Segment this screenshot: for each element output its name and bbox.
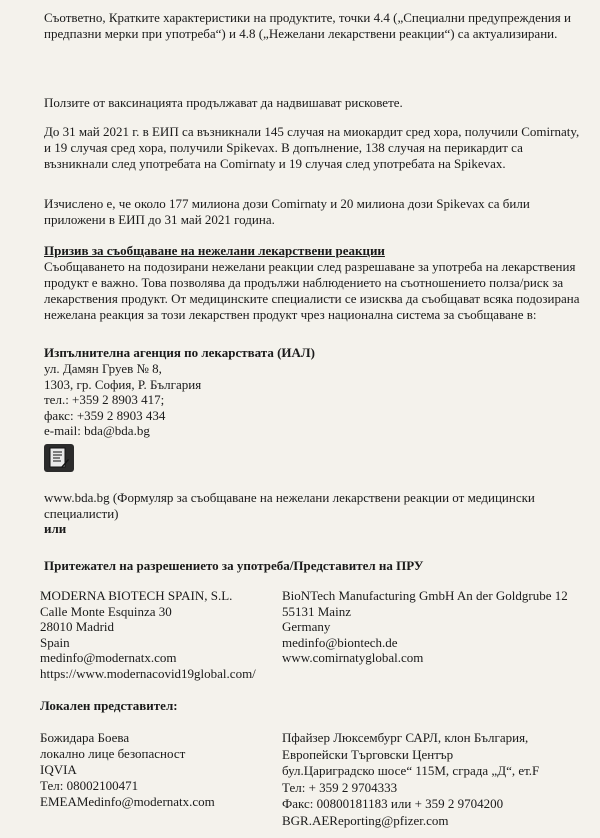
agency-street: ул. Дамян Груев № 8,: [44, 361, 162, 376]
local-moderna-role: локално лице безопасност: [40, 746, 186, 761]
moderna-email[interactable]: medinfo@modernatx.com: [40, 650, 177, 665]
local-heading: Локален представител:: [40, 698, 178, 713]
biontech-website[interactable]: www.comirnatyglobal.com: [282, 650, 424, 665]
agency-address: [44, 361, 201, 439]
agency-web[interactable]: www.bda.bg (Формуляр за съобщаване на нежелани лекарствени реакции от медицински специалисти): [44, 490, 535, 521]
local-moderna-person: Божидара Боева: [40, 730, 130, 745]
agency-fax: факс: +359 2 8903 434: [44, 407, 166, 423]
moderna-country: Spain: [40, 634, 70, 650]
agency-email[interactable]: e-mail: bda@bda.bg: [44, 423, 150, 438]
local-moderna-company: IQVIA: [40, 762, 77, 777]
intro-paragraph-1: Съответно, Кратките характеристики на продуктите, точки 4.4 („Специални предупреждения и предпазни мерки при употреба“) и 4.8 („Нежелани лекарствени реакции“) са актуализирани.: [44, 10, 571, 41]
local-pfizer-email[interactable]: BGR.AEReporting@pfizer.com: [282, 812, 449, 828]
agency-city: 1303, гр. София, Р. България: [44, 376, 202, 392]
biontech-email[interactable]: medinfo@biontech.de: [282, 634, 398, 650]
biontech-country: Germany: [282, 619, 331, 634]
moderna-website[interactable]: https://www.modernacovid19global.com/: [40, 665, 256, 681]
local-moderna: [40, 730, 215, 810]
holder-heading: Притежател на разрешението за употреба/Представител на ПРУ: [44, 558, 424, 573]
local-pfizer-fax: Факс: 00800181183 или + 359 2 9704200: [282, 796, 504, 811]
moderna-street: Calle Monte Esquinza 30: [40, 603, 172, 619]
local-pfizer-address: бул.Цариградско шосе“ 115М, сграда „Д“, ет.F: [282, 763, 540, 778]
moderna-city: 28010 Madrid: [40, 619, 115, 634]
agency-or: или: [44, 521, 67, 536]
call-heading: Призив за съобщаване на нежелани лекарствени реакции: [44, 243, 385, 258]
intro-paragraph-4: Изчислено е, че около 177 милиона дози Comirnaty и 20 милиона дози Spikevax са били приложени в ЕИП до 31 май 2021 година.: [44, 196, 530, 227]
biontech-city: 55131 Mainz: [282, 603, 351, 619]
agency-name: Изпълнителна агенция по лекарствата (ИАЛ): [44, 345, 315, 360]
local-pfizer: [282, 730, 539, 829]
holder-moderna: [40, 588, 256, 681]
holder-biontech: [282, 588, 568, 666]
intro-paragraph-2: Ползите от ваксинацията продължават да надвишават рисковете.: [44, 95, 403, 110]
local-pfizer-center: Европейски Търговски Център: [282, 746, 454, 762]
report-form-icon: [44, 444, 74, 472]
report-form-icon-glyph: [48, 447, 70, 469]
intro-paragraph-3: До 31 май 2021 г. в ЕИП са възникнали 145 случая на миокардит сред хора, получили Comirnaty, и 19 случая сред хора, получили Spikevax. В допълнение, 138 случая на перикардит са възникнали след употребата на Comirnaty и 19 случая след употребата на Spikevax.: [44, 124, 580, 171]
local-moderna-tel: Тел: 08002100471: [40, 778, 139, 793]
biontech-name: BioNTech Manufacturing GmbH An der Goldgrube 12: [282, 588, 568, 603]
moderna-name: MODERNA BIOTECH SPAIN, S.L.: [40, 588, 233, 603]
local-pfizer-name: Пфайзер Люксембург САРЛ, клон България,: [282, 730, 529, 745]
local-moderna-email[interactable]: EMEAMedinfo@modernatx.com: [40, 794, 215, 809]
local-pfizer-tel: Тел: + 359 2 9704333: [282, 779, 398, 795]
call-body: Съобщаването на подозирани нежелани реакции след разрешаване за употреба на лекарствения продукт е важно. Това позволява да продължи наблюдението на съотношението полза/риск за лекарствения продукт. От медицинските специалисти се изисква да съобщават всяка подозирана нежелана реакция за този лекарствен продукт чрез национална система за съобщаване в:: [44, 259, 580, 322]
agency-tel: тел.: +359 2 8903 417;: [44, 392, 165, 407]
